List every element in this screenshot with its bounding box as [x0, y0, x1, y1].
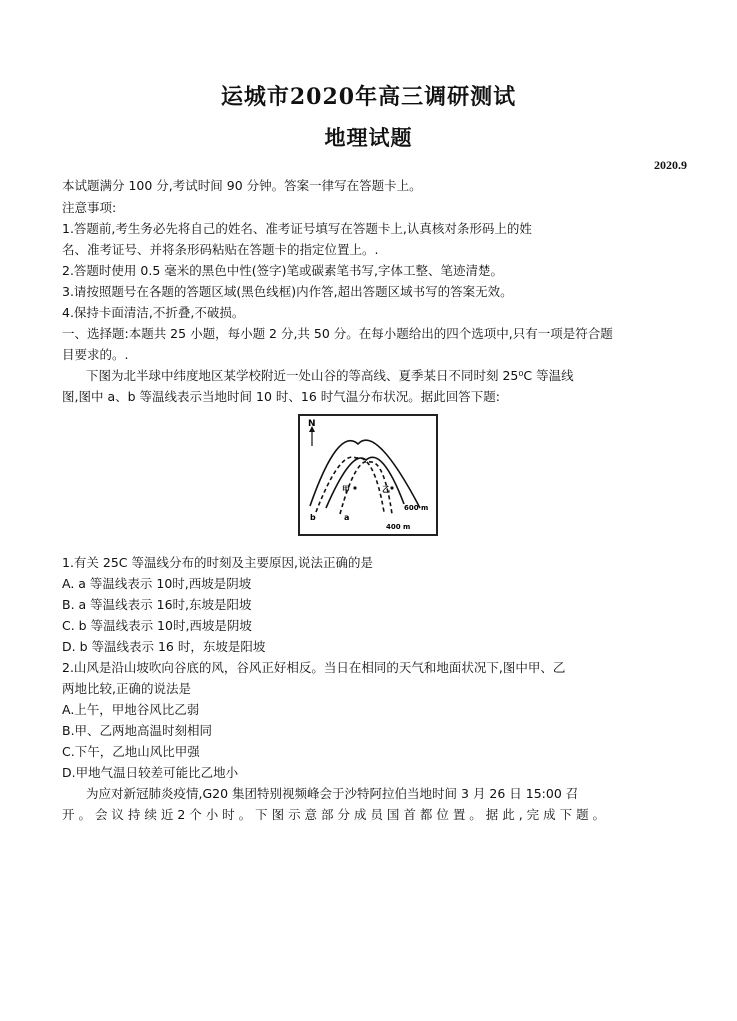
notice-item-4: 4.保持卡面清洁,不折叠,不破损。: [62, 305, 245, 320]
notice-item-1a: 1.答题前,考生务必先将自己的姓名、准考证号填写在答题卡上,认真核对条形码上的姓: [62, 221, 532, 236]
q1-stem: 1.有关 25C 等温线分布的时刻及主要原因,说法正确的是: [62, 555, 373, 570]
q2-option-c: C.下午，乙地山风比甲强: [62, 744, 200, 759]
contour-line-600: [326, 457, 404, 508]
q2-option-a: A.上午，甲地谷风比乙弱: [62, 702, 200, 717]
north-label: N: [308, 419, 316, 429]
notice-heading: 注意事项:: [62, 200, 117, 215]
label-a: a: [344, 513, 350, 522]
section-heading-line2: 目要求的。.: [62, 347, 129, 362]
exam-subtitle: 地理试题: [324, 125, 413, 150]
passage1-line2: 图,图中 a、b 等温线表示当地时间 10 时、16 时气温分布状况。据此回答下题:: [62, 389, 500, 404]
q2-option-b: B.甲、乙两地高温时刻相同: [62, 723, 213, 738]
q2-stem-line1: 2.山风是沿山坡吹向谷底的风，谷风正好相反。当日在相同的天气和地面状况下,图中甲、乙: [62, 660, 566, 675]
contour-line-400: [310, 440, 420, 508]
q1-option-c: C. b 等温线表示 10时,西坡是阴坡: [62, 618, 252, 633]
passage2-line1: 为应对新冠肺炎疫情,G20 集团特别视频峰会于沙特阿拉伯当地时间 3 月 26 日 15:00 召: [86, 786, 579, 801]
north-arrow-icon: [309, 426, 315, 446]
notice-item-2: 2.答题时使用 0.5 毫米的黑色中性(签字)笔或碳素笔书写,字体工整、笔迹清楚。: [62, 263, 503, 278]
label-yi: 乙: [382, 485, 390, 494]
q1-option-a: A. a 等温线表示 10时,西坡是阴坡: [62, 576, 252, 591]
valley-diagram: [300, 416, 436, 534]
notice-item-3: 3.请按照题号在各题的答题区域(黑色线框)内作答,超出答题区域书写的答案无效。: [62, 284, 513, 299]
label-jia: 甲: [342, 485, 350, 494]
q1-option-b: B. a 等温线表示 16时,东坡是阳坡: [62, 597, 252, 612]
passage1-line1: 下图为北半球中纬度地区某学校附近一处山谷的等高线、夏季某日不同时刻 25⁰C 等温线: [86, 368, 574, 383]
notice-item-1b: 名、准考证号、并将条形码粘贴在答题卡的指定位置上。.: [62, 242, 379, 257]
point-yi-marker: [390, 486, 393, 489]
passage2-line2: 开 。 会 议 持 续 近 2 个 小 时 。 下 图 示 意 部 分 成 员 国 首 都 位 置 。 据 此 , 完 成 下 题 。: [62, 807, 606, 822]
section-heading-line1: 一、选择题:本题共 25 小题，每小题 2 分,共 50 分。在每小题给出的四个选项中,只有一项是符合题: [62, 326, 613, 341]
exam-date: 2020.9: [654, 158, 687, 172]
label-contour-600: 600 m: [404, 504, 429, 512]
q2-stem-line2: 两地比较,正确的说法是: [62, 681, 191, 696]
q2-option-d: D.甲地气温日较差可能比乙地小: [62, 765, 239, 780]
point-jia-marker: [353, 486, 356, 489]
label-b: b: [310, 513, 316, 522]
intro-line: 本试题满分 100 分,考试时间 90 分钟。答案一律写在答题卡上。: [62, 178, 422, 193]
label-contour-400: 400 m: [386, 523, 411, 531]
valley-isotherm-figure: [298, 414, 438, 536]
exam-title: 运城市2020年高三调研测试: [220, 84, 517, 110]
q1-option-d: D. b 等温线表示 16 时，东坡是阳坡: [62, 639, 266, 654]
